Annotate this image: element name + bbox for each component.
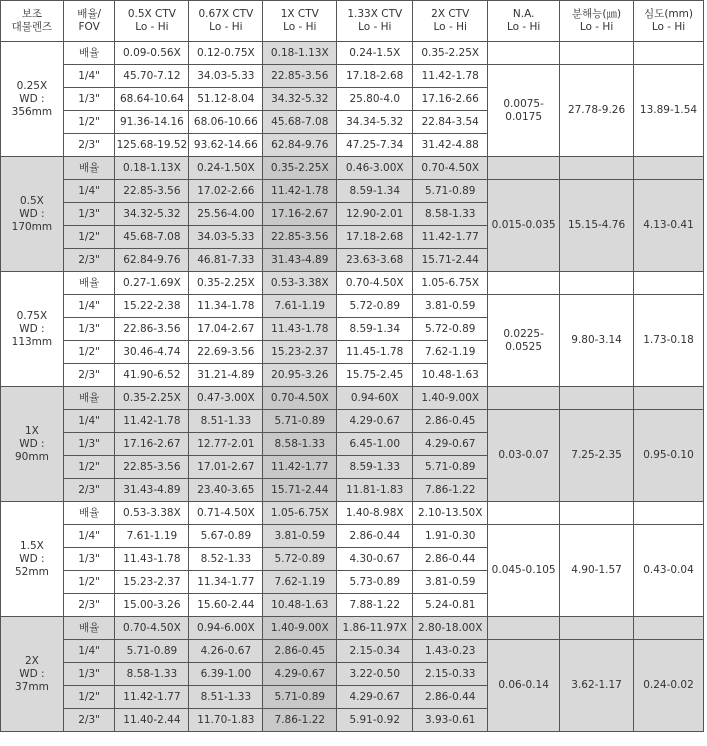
ctv-value-cell: 11.81-1.83: [337, 479, 413, 502]
fov-label: 2/3": [63, 249, 115, 272]
ctv-value-cell: 20.95-3.26: [263, 364, 337, 387]
fov-label: 2/3": [63, 594, 115, 617]
header-na-line1: N.A.: [512, 8, 535, 20]
aux-objective-label-line: 0.5X: [19, 194, 44, 207]
ctv-value-cell: 11.70-1.83: [189, 709, 263, 732]
aux-objective-label-line: WD :: [19, 322, 45, 335]
na-value-line: 0.045-0.105: [491, 564, 556, 576]
ctv-value-cell: 7.86-1.22: [263, 709, 337, 732]
ctv-value-cell: 11.42-1.78: [115, 410, 189, 433]
ctv-value-cell: 5.67-0.89: [189, 525, 263, 548]
ctv-value-cell: 7.62-1.19: [263, 571, 337, 594]
ctv-value-cell: 0.94-60X: [337, 387, 413, 410]
ctv-value-cell: 0.35-2.25X: [115, 387, 189, 410]
aux-objective-label: [1, 502, 64, 617]
header-ctv-2x-line2: Lo - Hi: [433, 21, 467, 33]
ctv-value-cell: 10.48-1.63: [413, 364, 488, 387]
header-ctv-0-67x-line1: 0.67X CTV: [198, 8, 254, 20]
ctv-value-cell: 46.81-7.33: [189, 249, 263, 272]
fov-label: 2/3": [63, 479, 115, 502]
table-row: [1, 617, 704, 640]
ctv-value-cell: 5.72-0.89: [413, 318, 488, 341]
ctv-value-cell: 31.21-4.89: [189, 364, 263, 387]
fov-label: 배율: [63, 617, 115, 640]
table-row: [1, 157, 704, 180]
fov-label: 2/3": [63, 134, 115, 157]
ctv-value-cell: 15.00-3.26: [115, 594, 189, 617]
aux-objective-label-line: WD :: [19, 92, 45, 105]
header-ctv-1x-line2: Lo - Hi: [283, 21, 317, 33]
ctv-value-cell: 1.40-8.98X: [337, 502, 413, 525]
aux-objective-label-line: 37mm: [14, 680, 49, 693]
na-value-line: 0.0075-: [503, 97, 544, 110]
aux-objective-label-line: 52mm: [14, 565, 49, 578]
ctv-value-cell: 17.02-2.66: [189, 180, 263, 203]
ctv-value-cell: 0.27-1.69X: [115, 272, 189, 295]
ctv-value-cell: 17.01-2.67: [189, 456, 263, 479]
na-blank-cell: [488, 502, 560, 525]
ctv-value-cell: 23.40-3.65: [189, 479, 263, 502]
fov-label: 1/3": [63, 663, 115, 686]
resolution-value-cell: 9.80-3.14: [560, 295, 634, 387]
ctv-value-cell: 1.05-6.75X: [413, 272, 488, 295]
ctv-value-cell: 22.69-3.56: [189, 341, 263, 364]
depth-of-field-value-cell: 0.24-0.02: [634, 640, 704, 732]
header-depth-of-field-line2: Lo - Hi: [651, 21, 686, 33]
ctv-value-cell: 31.43-4.89: [263, 249, 337, 272]
ctv-value-cell: 1.86-11.97X: [337, 617, 413, 640]
ctv-value-cell: 3.93-0.61: [413, 709, 488, 732]
header-resolution-line1: 분해능(㎛): [572, 8, 622, 20]
ctv-value-cell: 5.71-0.89: [263, 410, 337, 433]
resolution-blank-cell: [560, 387, 634, 410]
ctv-value-cell: 2.86-0.45: [263, 640, 337, 663]
ctv-value-cell: 2.15-0.33: [413, 663, 488, 686]
aux-objective-label: [1, 387, 64, 502]
ctv-value-cell: 11.43-1.78: [115, 548, 189, 571]
ctv-value-cell: 8.59-1.33: [337, 456, 413, 479]
header-ctv-1x: [263, 1, 337, 42]
header-ctv-0-5x-line2: Lo - Hi: [135, 21, 169, 33]
ctv-value-cell: 4.30-0.67: [337, 548, 413, 571]
table-row: [1, 180, 704, 203]
ctv-value-cell: 30.46-4.74: [115, 341, 189, 364]
table-row: [1, 502, 704, 525]
ctv-value-cell: 2.86-0.44: [413, 548, 488, 571]
fov-label: 1/4": [63, 65, 115, 88]
header-resolution-line2: Lo - Hi: [579, 21, 614, 33]
fov-label: 1/3": [63, 433, 115, 456]
na-value-line: 0.015-0.035: [491, 219, 556, 231]
ctv-value-cell: 1.43-0.23: [413, 640, 488, 663]
ctv-value-cell: 4.26-0.67: [189, 640, 263, 663]
table-row: [1, 42, 704, 65]
na-value-line: 0.0225-: [503, 327, 544, 340]
ctv-value-cell: 4.29-0.67: [337, 686, 413, 709]
ctv-value-cell: 2.10-13.50X: [413, 502, 488, 525]
ctv-value-cell: 0.70-4.50X: [413, 157, 488, 180]
ctv-value-cell: 25.80-4.0: [337, 88, 413, 111]
ctv-value-cell: 3.81-0.59: [413, 295, 488, 318]
ctv-value-cell: 15.60-2.44: [189, 594, 263, 617]
fov-label: 2/3": [63, 709, 115, 732]
header-ctv-2x-line1: 2X CTV: [431, 8, 470, 20]
header-ctv-0-67x: [189, 1, 263, 42]
na-blank-cell: [488, 617, 560, 640]
fov-label: 배율: [63, 502, 115, 525]
fov-label: 배율: [63, 387, 115, 410]
na-value-cell: [488, 295, 560, 387]
ctv-value-cell: 22.86-3.56: [115, 318, 189, 341]
ctv-value-cell: 5.71-0.89: [413, 456, 488, 479]
ctv-value-cell: 5.71-0.89: [413, 180, 488, 203]
ctv-value-cell: 3.81-0.59: [413, 571, 488, 594]
ctv-value-cell: 1.40-9.00X: [263, 617, 337, 640]
aux-objective-label-line: 113mm: [11, 335, 53, 348]
ctv-value-cell: 0.53-3.38X: [263, 272, 337, 295]
resolution-blank-cell: [560, 272, 634, 295]
ctv-value-cell: 17.16-2.67: [263, 203, 337, 226]
aux-objective-label-line: 90mm: [14, 450, 49, 463]
na-value-cell: [488, 525, 560, 617]
fov-label: 배율: [63, 272, 115, 295]
ctv-value-cell: 11.45-1.78: [337, 341, 413, 364]
table-row: [1, 410, 704, 433]
ctv-value-cell: 11.42-1.77: [115, 686, 189, 709]
ctv-value-cell: 45.68-7.08: [263, 111, 337, 134]
ctv-value-cell: 7.62-1.19: [413, 341, 488, 364]
ctv-value-cell: 34.32-5.32: [263, 88, 337, 111]
na-blank-cell: [488, 42, 560, 65]
ctv-value-cell: 45.68-7.08: [115, 226, 189, 249]
header-ctv-1-33x-line2: Lo - Hi: [358, 21, 392, 33]
ctv-value-cell: 93.62-14.66: [189, 134, 263, 157]
ctv-value-cell: 0.71-4.50X: [189, 502, 263, 525]
ctv-value-cell: 125.68-19.52: [115, 134, 189, 157]
ctv-value-cell: 3.81-0.59: [263, 525, 337, 548]
fov-label: 1/2": [63, 571, 115, 594]
fov-label: 1/2": [63, 111, 115, 134]
table-row: [1, 525, 704, 548]
ctv-value-cell: 15.23-2.37: [115, 571, 189, 594]
table-row: [1, 387, 704, 410]
ctv-value-cell: 2.86-0.44: [413, 686, 488, 709]
ctv-value-cell: 4.29-0.67: [413, 433, 488, 456]
ctv-value-cell: 15.75-2.45: [337, 364, 413, 387]
ctv-value-cell: 68.64-10.64: [115, 88, 189, 111]
fov-label: 1/2": [63, 686, 115, 709]
header-fov-line2: FOV: [78, 21, 100, 33]
fov-label: 1/2": [63, 226, 115, 249]
fov-label: 1/3": [63, 203, 115, 226]
ctv-value-cell: 8.58-1.33: [413, 203, 488, 226]
ctv-value-cell: 0.94-6.00X: [189, 617, 263, 640]
depth-blank-cell: [634, 272, 704, 295]
ctv-value-cell: 17.16-2.66: [413, 88, 488, 111]
na-blank-cell: [488, 157, 560, 180]
depth-of-field-value-cell: 1.73-0.18: [634, 295, 704, 387]
aux-objective-label: [1, 617, 64, 732]
na-value-line: 0.06-0.14: [498, 679, 549, 691]
ctv-value-cell: 7.61-1.19: [115, 525, 189, 548]
ctv-value-cell: 25.56-4.00: [189, 203, 263, 226]
table-body: [1, 42, 704, 732]
ctv-value-cell: 5.71-0.89: [115, 640, 189, 663]
table-row: [1, 640, 704, 663]
table-row: [1, 65, 704, 88]
depth-blank-cell: [634, 157, 704, 180]
aux-objective-label-line: 0.75X: [16, 309, 48, 322]
aux-objective-label: [1, 157, 64, 272]
ctv-value-cell: 0.53-3.38X: [115, 502, 189, 525]
ctv-value-cell: 22.85-3.56: [263, 65, 337, 88]
ctv-value-cell: 1.91-0.30: [413, 525, 488, 548]
resolution-blank-cell: [560, 502, 634, 525]
ctv-value-cell: 5.91-0.92: [337, 709, 413, 732]
ctv-value-cell: 7.86-1.22: [413, 479, 488, 502]
depth-blank-cell: [634, 42, 704, 65]
ctv-value-cell: 8.59-1.34: [337, 318, 413, 341]
header-ctv-1-33x-line1: 1.33X CTV: [347, 8, 403, 20]
na-value-cell: [488, 65, 560, 157]
ctv-value-cell: 11.40-2.44: [115, 709, 189, 732]
header-depth-of-field-line1: 심도(mm): [644, 8, 693, 20]
ctv-value-cell: 31.43-4.89: [115, 479, 189, 502]
ctv-value-cell: 11.42-1.78: [413, 65, 488, 88]
ctv-value-cell: 11.43-1.78: [263, 318, 337, 341]
ctv-value-cell: 0.46-3.00X: [337, 157, 413, 180]
ctv-value-cell: 17.04-2.67: [189, 318, 263, 341]
ctv-value-cell: 91.36-14.16: [115, 111, 189, 134]
ctv-value-cell: 1.40-9.00X: [413, 387, 488, 410]
ctv-value-cell: 5.24-0.81: [413, 594, 488, 617]
ctv-value-cell: 2.80-18.00X: [413, 617, 488, 640]
header-aux-objective-line2: 대물렌즈: [11, 21, 53, 33]
header-ctv-2x: [413, 1, 488, 42]
ctv-value-cell: 34.03-5.33: [189, 65, 263, 88]
na-blank-cell: [488, 387, 560, 410]
ctv-value-cell: 4.29-0.67: [263, 663, 337, 686]
resolution-value-cell: 15.15-4.76: [560, 180, 634, 272]
ctv-value-cell: 6.45-1.00: [337, 433, 413, 456]
fov-label: 2/3": [63, 364, 115, 387]
ctv-value-cell: 11.42-1.78: [263, 180, 337, 203]
ctv-value-cell: 0.35-2.25X: [189, 272, 263, 295]
header-ctv-1x-line1: 1X CTV: [280, 8, 319, 20]
header-fov: [63, 1, 115, 42]
ctv-value-cell: 5.73-0.89: [337, 571, 413, 594]
ctv-value-cell: 15.23-2.37: [263, 341, 337, 364]
fov-label: 1/3": [63, 318, 115, 341]
na-value-cell: [488, 180, 560, 272]
header-ctv-0-67x-line2: Lo - Hi: [209, 21, 243, 33]
ctv-value-cell: 2.86-0.44: [337, 525, 413, 548]
ctv-value-cell: 7.61-1.19: [263, 295, 337, 318]
ctv-value-cell: 5.72-0.89: [263, 548, 337, 571]
header-na-line2: Lo - Hi: [506, 21, 541, 33]
aux-objective-label-line: 1.5X: [19, 539, 44, 552]
ctv-value-cell: 11.34-1.77: [189, 571, 263, 594]
ctv-value-cell: 6.39-1.00: [189, 663, 263, 686]
header-aux-objective-line1: 보조: [21, 8, 43, 20]
ctv-value-cell: 8.58-1.33: [263, 433, 337, 456]
ctv-value-cell: 22.85-3.56: [263, 226, 337, 249]
ctv-value-cell: 12.77-2.01: [189, 433, 263, 456]
depth-blank-cell: [634, 502, 704, 525]
resolution-blank-cell: [560, 157, 634, 180]
ctv-value-cell: 0.09-0.56X: [115, 42, 189, 65]
header-na: [488, 1, 560, 42]
aux-objective-label-line: WD :: [19, 667, 45, 680]
ctv-value-cell: 0.18-1.13X: [263, 42, 337, 65]
fov-label: 1/4": [63, 180, 115, 203]
ctv-value-cell: 0.70-4.50X: [115, 617, 189, 640]
ctv-value-cell: 51.12-8.04: [189, 88, 263, 111]
fov-label: 1/3": [63, 88, 115, 111]
ctv-value-cell: 8.58-1.33: [115, 663, 189, 686]
depth-blank-cell: [634, 617, 704, 640]
na-value-cell: [488, 640, 560, 732]
table-row: [1, 295, 704, 318]
depth-of-field-value-cell: 4.13-0.41: [634, 180, 704, 272]
ctv-value-cell: 62.84-9.76: [263, 134, 337, 157]
ctv-value-cell: 22.84-3.54: [413, 111, 488, 134]
ctv-value-cell: 0.24-1.50X: [189, 157, 263, 180]
resolution-value-cell: 3.62-1.17: [560, 640, 634, 732]
fov-label: 1/4": [63, 410, 115, 433]
ctv-value-cell: 34.34-5.32: [337, 111, 413, 134]
ctv-value-cell: 1.05-6.75X: [263, 502, 337, 525]
table-row: [1, 272, 704, 295]
ctv-value-cell: 0.70-4.50X: [337, 272, 413, 295]
depth-of-field-value-cell: 0.95-0.10: [634, 410, 704, 502]
ctv-value-cell: 15.71-2.44: [413, 249, 488, 272]
fov-label: 1/4": [63, 525, 115, 548]
fov-label: 1/3": [63, 548, 115, 571]
aux-objective-label-line: 170mm: [11, 220, 53, 233]
aux-objective-label-line: 1X: [24, 424, 39, 437]
ctv-value-cell: 0.70-4.50X: [263, 387, 337, 410]
fov-label: 배율: [63, 42, 115, 65]
aux-objective-label-line: WD :: [19, 437, 45, 450]
header-depth-of-field: [634, 1, 704, 42]
resolution-value-cell: 27.78-9.26: [560, 65, 634, 157]
ctv-value-cell: 17.16-2.67: [115, 433, 189, 456]
aux-objective-label-line: WD :: [19, 207, 45, 220]
resolution-value-cell: 4.90-1.57: [560, 525, 634, 617]
header-fov-line1: 배율/: [77, 8, 102, 20]
ctv-value-cell: 0.35-2.25X: [263, 157, 337, 180]
ctv-value-cell: 11.42-1.77: [263, 456, 337, 479]
ctv-value-cell: 5.72-0.89: [337, 295, 413, 318]
fov-label: 배율: [63, 157, 115, 180]
ctv-value-cell: 45.70-7.12: [115, 65, 189, 88]
ctv-value-cell: 15.22-2.38: [115, 295, 189, 318]
ctv-value-cell: 23.63-3.68: [337, 249, 413, 272]
header-aux-objective: [1, 1, 64, 42]
ctv-value-cell: 0.18-1.13X: [115, 157, 189, 180]
ctv-value-cell: 8.52-1.33: [189, 548, 263, 571]
resolution-value-cell: 7.25-2.35: [560, 410, 634, 502]
aux-objective-label: [1, 272, 64, 387]
header-row: [1, 1, 704, 42]
ctv-value-cell: 5.71-0.89: [263, 686, 337, 709]
fov-label: 1/2": [63, 456, 115, 479]
ctv-value-cell: 68.06-10.66: [189, 111, 263, 134]
ctv-value-cell: 17.18-2.68: [337, 65, 413, 88]
header-ctv-1-33x: [337, 1, 413, 42]
aux-objective-label-line: 356mm: [11, 105, 53, 118]
aux-objective-label-line: 0.25X: [16, 79, 48, 92]
header-ctv-0-5x: [115, 1, 189, 42]
ctv-value-cell: 8.51-1.33: [189, 410, 263, 433]
depth-of-field-value-cell: 0.43-0.04: [634, 525, 704, 617]
na-blank-cell: [488, 272, 560, 295]
ctv-value-cell: 8.59-1.34: [337, 180, 413, 203]
ctv-value-cell: 34.03-5.33: [189, 226, 263, 249]
na-value-line: 0.0525: [505, 340, 543, 353]
resolution-blank-cell: [560, 617, 634, 640]
ctv-value-cell: 15.71-2.44: [263, 479, 337, 502]
depth-blank-cell: [634, 387, 704, 410]
header-resolution: [560, 1, 634, 42]
na-value-cell: [488, 410, 560, 502]
aux-objective-label: [1, 42, 64, 157]
resolution-blank-cell: [560, 42, 634, 65]
ctv-value-cell: 41.90-6.52: [115, 364, 189, 387]
header-ctv-0-5x-line1: 0.5X CTV: [127, 8, 176, 20]
fov-label: 1/4": [63, 295, 115, 318]
ctv-value-cell: 3.22-0.50: [337, 663, 413, 686]
ctv-value-cell: 47.25-7.34: [337, 134, 413, 157]
fov-label: 1/2": [63, 341, 115, 364]
ctv-value-cell: 0.24-1.5X: [337, 42, 413, 65]
ctv-value-cell: 62.84-9.76: [115, 249, 189, 272]
ctv-value-cell: 11.42-1.77: [413, 226, 488, 249]
ctv-value-cell: 10.48-1.63: [263, 594, 337, 617]
aux-objective-label-line: WD :: [19, 552, 45, 565]
ctv-value-cell: 0.35-2.25X: [413, 42, 488, 65]
ctv-value-cell: 22.85-3.56: [115, 180, 189, 203]
ctv-value-cell: 17.18-2.68: [337, 226, 413, 249]
ctv-value-cell: 0.12-0.75X: [189, 42, 263, 65]
na-value-line: 0.03-0.07: [498, 449, 549, 461]
ctv-value-cell: 2.86-0.45: [413, 410, 488, 433]
ctv-value-cell: 12.90-2.01: [337, 203, 413, 226]
ctv-value-cell: 8.51-1.33: [189, 686, 263, 709]
na-value-line: 0.0175: [505, 110, 543, 123]
depth-of-field-value-cell: 13.89-1.54: [634, 65, 704, 157]
ctv-value-cell: 31.42-4.88: [413, 134, 488, 157]
ctv-value-cell: 34.32-5.32: [115, 203, 189, 226]
ctv-value-cell: 2.15-0.34: [337, 640, 413, 663]
ctv-value-cell: 4.29-0.67: [337, 410, 413, 433]
ctv-value-cell: 0.47-3.00X: [189, 387, 263, 410]
ctv-value-cell: 22.85-3.56: [115, 456, 189, 479]
ctv-value-cell: 7.88-1.22: [337, 594, 413, 617]
fov-label: 1/4": [63, 640, 115, 663]
ctv-value-cell: 11.34-1.78: [189, 295, 263, 318]
aux-objective-label-line: 2X: [24, 654, 39, 667]
